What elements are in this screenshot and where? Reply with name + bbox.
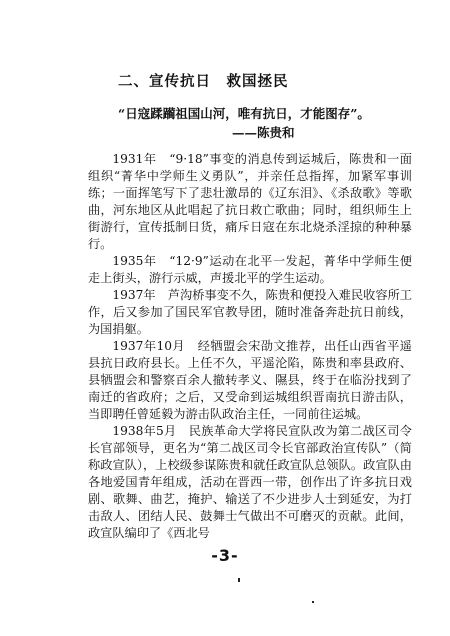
paragraph-1937: 1937年 芦沟桥事变不久，陈贵和便投入难民收容所工作，后又参加了国民军官教导团，随时准备奔赴抗日前线，为国捐躯。	[88, 288, 412, 336]
section-heading: 二、宣传抗日 救国拯民	[118, 74, 289, 90]
body-text	[88, 151, 412, 542]
page-number: -3-	[211, 546, 239, 565]
paragraph-1938-5: 1938年5月 民族革命大学将民宣队改为第二战区司令长官部领导，更名为“第二战区司令长官部政治宣传队”（简称政宣队），上校级参谋陈贵和就任政宣队总领队。政宣队由各地爱国青年组成，活动在晋西一带，创作出了许多抗日戏剧、歌舞、曲艺，掩护、输送了不少进步人士到延安，为打击敌人、团结人民、鼓舞士气做出不可磨灭的贡献。此间，政宣队编印了《西北号	[88, 424, 412, 540]
scan-speck	[238, 578, 240, 582]
paragraph-1931: 1931年 “9·18”事变的消息传到运城后，陈贵和一面组织“菁华中学师生义勇队”，并亲任总指挥，加紧军事训练；一面挥笔写下了悲壮激昂的《辽东泪》、《杀敌歌》等歌曲，河东地区从此唱起了抗日救亡歌曲；同时，组织师生上街游行，宣传抵制日货，痛斥日寇在东北烧杀淫掠的种种暴行。	[88, 152, 412, 251]
epigraph-author: ——陈贵和	[232, 125, 295, 140]
scan-speck	[312, 601, 314, 603]
paragraph-1935: 1935年 “12·9”运动在北平一发起，菁华中学师生便走上街头，游行示威，声援北平的学生运动。	[88, 254, 412, 285]
paragraph-1937-10: 1937年10月 经牺盟会宋劭文推荐，出任山西省平遥县抗日政府县长。上任不久，平遥沦陷，陈贵和率县政府、县牺盟会和警察百余人撤转孝义、隰县，终于在临汾找到了南迁的省政府；之后，又受命到运城组织晋南抗日游击队，当即聘任曾延毅为游击队政治主任，一同前往运城。	[88, 339, 412, 421]
epigraph-quote: “日寇蹂躏祖国山河，唯有抗日，才能图存”。	[118, 106, 370, 121]
